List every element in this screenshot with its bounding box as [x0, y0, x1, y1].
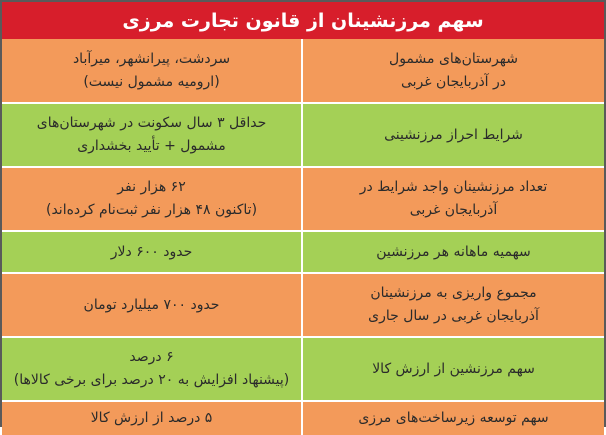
table-row: [2, 230, 604, 272]
row-label: سهم مرزنشین از ارزش کالا: [303, 338, 604, 400]
row-label: سهم توسعه زیرساخت‌های مرزی: [303, 402, 604, 435]
table-row: [2, 39, 604, 102]
row-value: حداقل ۳ سال سکونت در شهرستان‌های مشمول + تأیید بخشداری: [2, 104, 303, 166]
row-label: سهمیه ماهانه هر مرزنشین: [303, 232, 604, 272]
infographic-title: سهم مرزنشینان از قانون تجارت مرزی: [2, 2, 604, 39]
table-row: [2, 102, 604, 166]
row-label: شهرستان‌های مشمول در آذربایجان غربی: [303, 39, 604, 102]
table-row: [2, 336, 604, 400]
row-value: ۶۲ هزار نفر (تاکنون ۴۸ هزار نفر ثبت‌نام کرده‌اند): [2, 168, 303, 230]
row-value: ۵ درصد از ارزش کالا: [2, 402, 303, 435]
row-label: تعداد مرزنشینان واجد شرایط در آذربایجان غربی: [303, 168, 604, 230]
row-label: شرایط احراز مرزنشینی: [303, 104, 604, 166]
info-table: [2, 39, 604, 435]
row-value: سردشت، پیرانشهر، میرآباد (ارومیه مشمول نیست): [2, 39, 303, 102]
row-value: حدود ۷۰۰ میلیارد تومان: [2, 274, 303, 336]
table-row: [2, 272, 604, 336]
row-value: ۶ درصد (پیشنهاد افزایش به ۲۰ درصد برای برخی کالاها): [2, 338, 303, 400]
row-label: مجموع واریزی به مرزنشینان آذربایجان غربی در سال جاری: [303, 274, 604, 336]
table-row: [2, 166, 604, 230]
table-row: [2, 400, 604, 435]
row-value: حدود ۶۰۰ دلار: [2, 232, 303, 272]
